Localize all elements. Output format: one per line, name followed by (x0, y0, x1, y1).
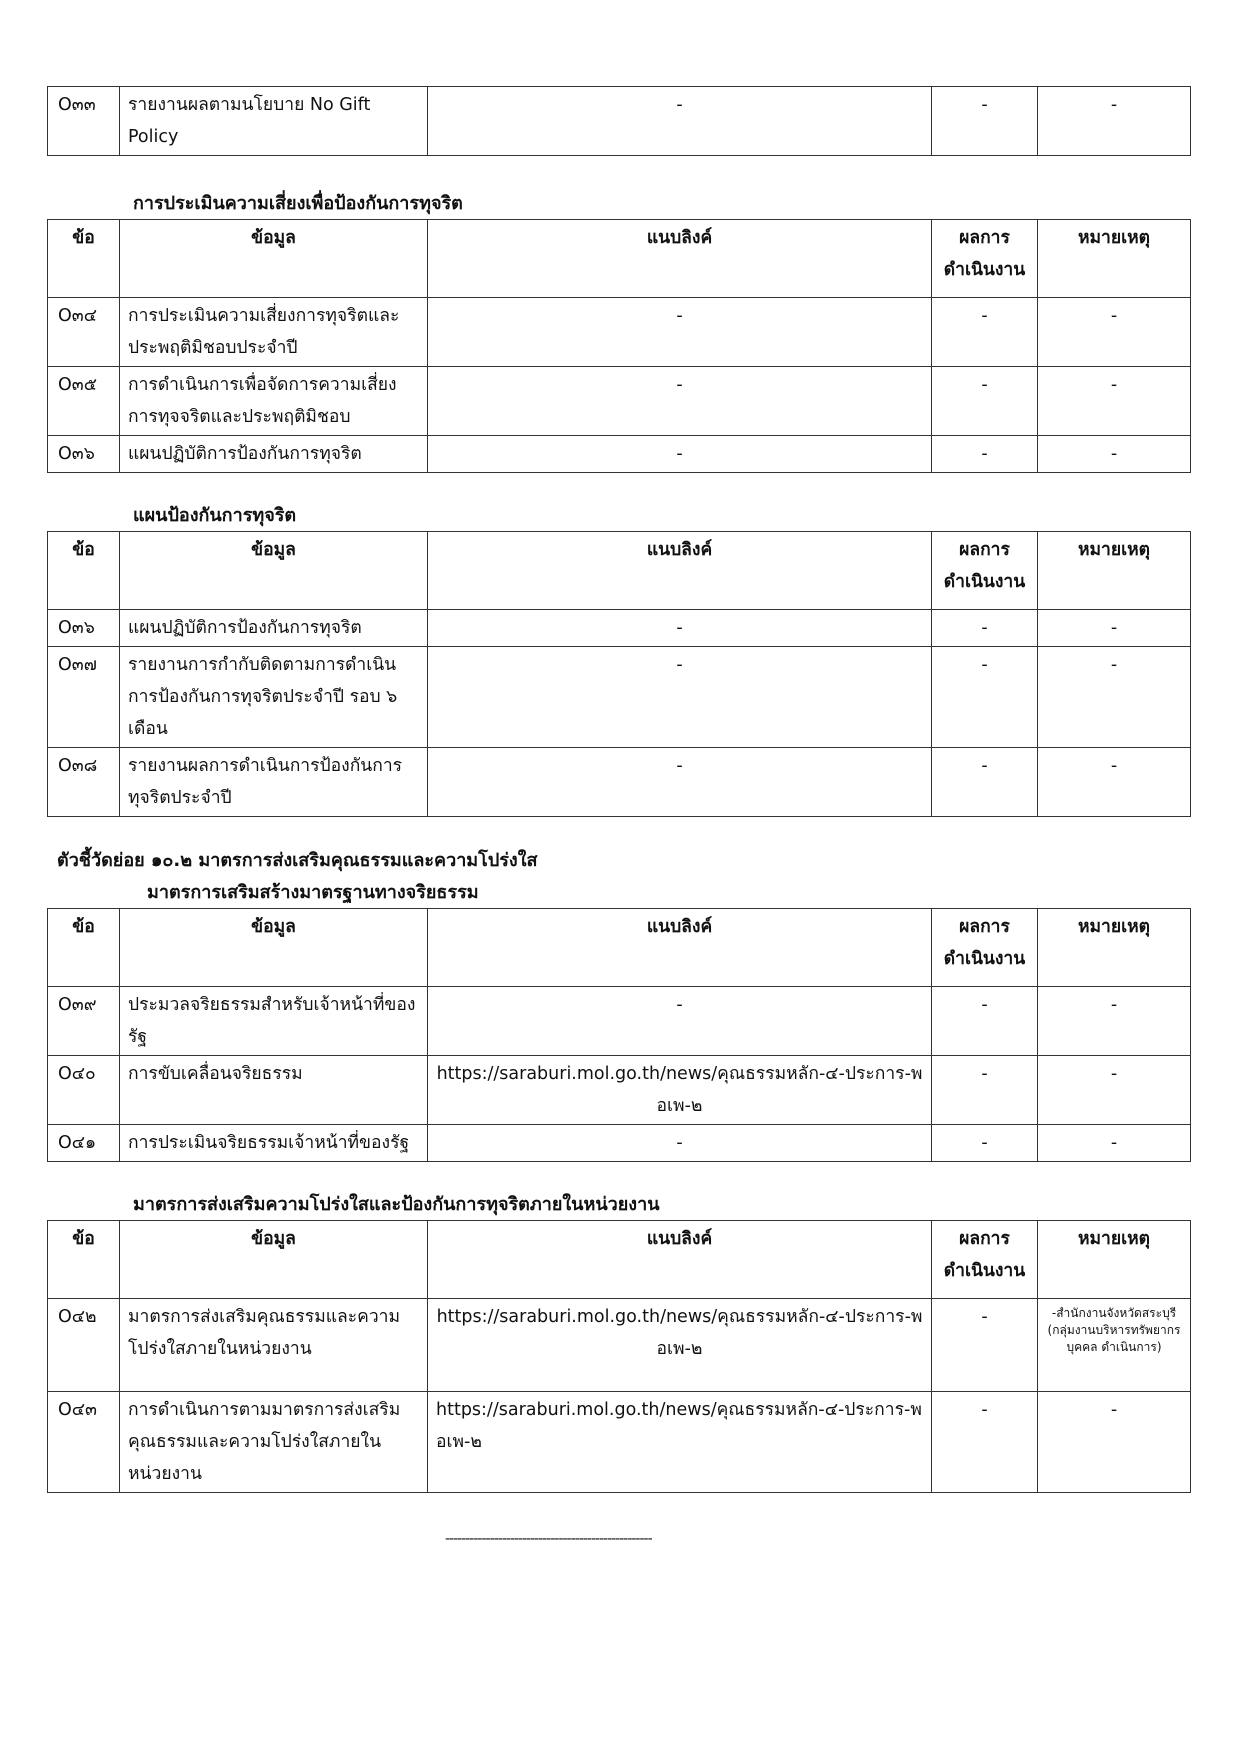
table-row (48, 1299, 1191, 1392)
row-info: การดำเนินการตามมาตรการส่งเสริมคุณธรรมและความโปร่งใสภายในหน่วยงาน (120, 1392, 428, 1493)
row-note: - (1038, 298, 1191, 367)
table-row (48, 1392, 1191, 1493)
header-info: ข้อมูล (120, 220, 428, 298)
row-link: - (428, 647, 932, 748)
row-note: - (1038, 1392, 1191, 1493)
row-info: รายงานการกำกับติดตามการดำเนินการป้องกันการทุจริตประจำปี รอบ ๖ เดือน (120, 647, 428, 748)
row-result: - (932, 1299, 1038, 1392)
row-info: การดำเนินการเพื่อจัดการความเสี่ยงการทุจจริตและประพฤติมิชอบ (120, 367, 428, 436)
table-row (48, 436, 1191, 473)
row-note: - (1038, 748, 1191, 817)
table-header-row (48, 909, 1191, 987)
table-row (48, 987, 1191, 1056)
header-link: แนบลิงค์ (428, 1221, 932, 1299)
table-transparency (47, 1220, 1191, 1493)
header-note: หมายเหตุ (1038, 532, 1191, 610)
section-title-transparency: มาตรการส่งเสริมความโปร่งใสและป้องกันการทุจริตภายในหน่วยงาน (133, 1194, 660, 1215)
header-link: แนบลิงค์ (428, 909, 932, 987)
row-note: - (1038, 647, 1191, 748)
header-link: แนบลิงค์ (428, 220, 932, 298)
table-row (48, 1125, 1191, 1162)
header-info: ข้อมูล (120, 532, 428, 610)
row-info: การขับเคลื่อนจริยธรรม (120, 1056, 428, 1125)
row-result: - (932, 367, 1038, 436)
section-title-plan: แผนป้องกันการทุจริต (133, 505, 297, 526)
row-result: - (932, 1125, 1038, 1162)
row-info: มาตรการส่งเสริมคุณธรรมและความโปร่งใสภายในหน่วยงาน (120, 1299, 428, 1392)
row-note: -สำนักงานจังหวัดสระบุรี (กลุ่มงานบริหารทรัพยากรบุคคล ดำเนินการ) (1038, 1299, 1191, 1392)
row-link: - (428, 610, 932, 647)
header-info: ข้อมูล (120, 909, 428, 987)
row-note: - (1038, 367, 1191, 436)
row-link: - (428, 87, 932, 156)
table-row (48, 647, 1191, 748)
row-info: การประเมินจริยธรรมเจ้าหน้าที่ของรัฐ (120, 1125, 428, 1162)
row-result: - (932, 436, 1038, 473)
header-result: ผลการดำเนินงาน (932, 909, 1038, 987)
row-info: การประเมินความเสี่ยงการทุจริตและประพฤติมิชอบประจำปี (120, 298, 428, 367)
header-no: ข้อ (48, 909, 120, 987)
row-link: - (428, 298, 932, 367)
table-top (47, 86, 1191, 156)
row-result: - (932, 1392, 1038, 1493)
row-link[interactable]: https://saraburi.mol.go.th/news/คุณธรรมหลัก-๔-ประการ-พอเพ-๒ (428, 1299, 932, 1392)
row-info: แผนปฏิบัติการป้องกันการทุจริต (120, 610, 428, 647)
row-note: - (1038, 1125, 1191, 1162)
row-info: แผนปฏิบัติการป้องกันการทุจริต (120, 436, 428, 473)
table-row (48, 367, 1191, 436)
table-plan (47, 531, 1191, 817)
table-row (48, 298, 1191, 367)
table-header-row (48, 220, 1191, 298)
header-info: ข้อมูล (120, 1221, 428, 1299)
table-ethics (47, 908, 1191, 1162)
row-note: - (1038, 610, 1191, 647)
row-link: - (428, 1125, 932, 1162)
indicator-title: ตัวชี้วัดย่อย ๑๐.๒ มาตรการส่งเสริมคุณธรรมและความโปร่งใส (57, 850, 538, 871)
row-code: O๔๑ (48, 1125, 120, 1162)
header-link: แนบลิงค์ (428, 532, 932, 610)
row-code: O๓๕ (48, 367, 120, 436)
row-link[interactable]: https://saraburi.mol.go.th/news/คุณธรรมหลัก-๔-ประการ-พอเพ-๒ (428, 1056, 932, 1125)
header-result: ผลการดำเนินงาน (932, 1221, 1038, 1299)
row-result: - (932, 610, 1038, 647)
row-result: - (932, 748, 1038, 817)
header-note: หมายเหตุ (1038, 909, 1191, 987)
row-link: - (428, 748, 932, 817)
row-note: - (1038, 987, 1191, 1056)
footer-divider: --------------------------------------------------- (445, 1531, 652, 1547)
table-header-row (48, 532, 1191, 610)
header-no: ข้อ (48, 532, 120, 610)
section-title-ethics: มาตรการเสริมสร้างมาตรฐานทางจริยธรรม (147, 882, 479, 903)
row-info: รายงานผลตามนโยบาย No Gift Policy (120, 87, 428, 156)
table-risk (47, 219, 1191, 473)
row-code: O๓๘ (48, 748, 120, 817)
row-code: O๓๙ (48, 987, 120, 1056)
row-result: - (932, 1056, 1038, 1125)
header-note: หมายเหตุ (1038, 1221, 1191, 1299)
row-note: - (1038, 87, 1191, 156)
row-code: O๓๓ (48, 87, 120, 156)
row-code: O๓๖ (48, 610, 120, 647)
row-result: - (932, 87, 1038, 156)
table-header-row (48, 1221, 1191, 1299)
row-link: - (428, 987, 932, 1056)
row-code: O๔๒ (48, 1299, 120, 1392)
row-code: O๓๔ (48, 298, 120, 367)
row-code: O๔๓ (48, 1392, 120, 1493)
row-note: - (1038, 436, 1191, 473)
section-title-risk: การประเมินความเสี่ยงเพื่อป้องกันการทุจริต (133, 193, 463, 214)
table-row (48, 748, 1191, 817)
row-info: ประมวลจริยธรรมสำหรับเจ้าหน้าที่ของรัฐ (120, 987, 428, 1056)
row-result: - (932, 647, 1038, 748)
row-result: - (932, 987, 1038, 1056)
row-code: O๓๖ (48, 436, 120, 473)
header-no: ข้อ (48, 1221, 120, 1299)
row-link: - (428, 367, 932, 436)
row-link[interactable]: https://saraburi.mol.go.th/news/คุณธรรมหลัก-๔-ประการ-พอเพ-๒ (428, 1392, 932, 1493)
table-row (48, 87, 1191, 156)
row-info: รายงานผลการดำเนินการป้องกันการทุจริตประจำปี (120, 748, 428, 817)
row-link: - (428, 436, 932, 473)
row-result: - (932, 298, 1038, 367)
header-no: ข้อ (48, 220, 120, 298)
row-code: O๓๗ (48, 647, 120, 748)
header-result: ผลการดำเนินงาน (932, 220, 1038, 298)
header-result: ผลการดำเนินงาน (932, 532, 1038, 610)
row-code: O๔๐ (48, 1056, 120, 1125)
row-note: - (1038, 1056, 1191, 1125)
header-note: หมายเหตุ (1038, 220, 1191, 298)
table-row (48, 610, 1191, 647)
table-row (48, 1056, 1191, 1125)
